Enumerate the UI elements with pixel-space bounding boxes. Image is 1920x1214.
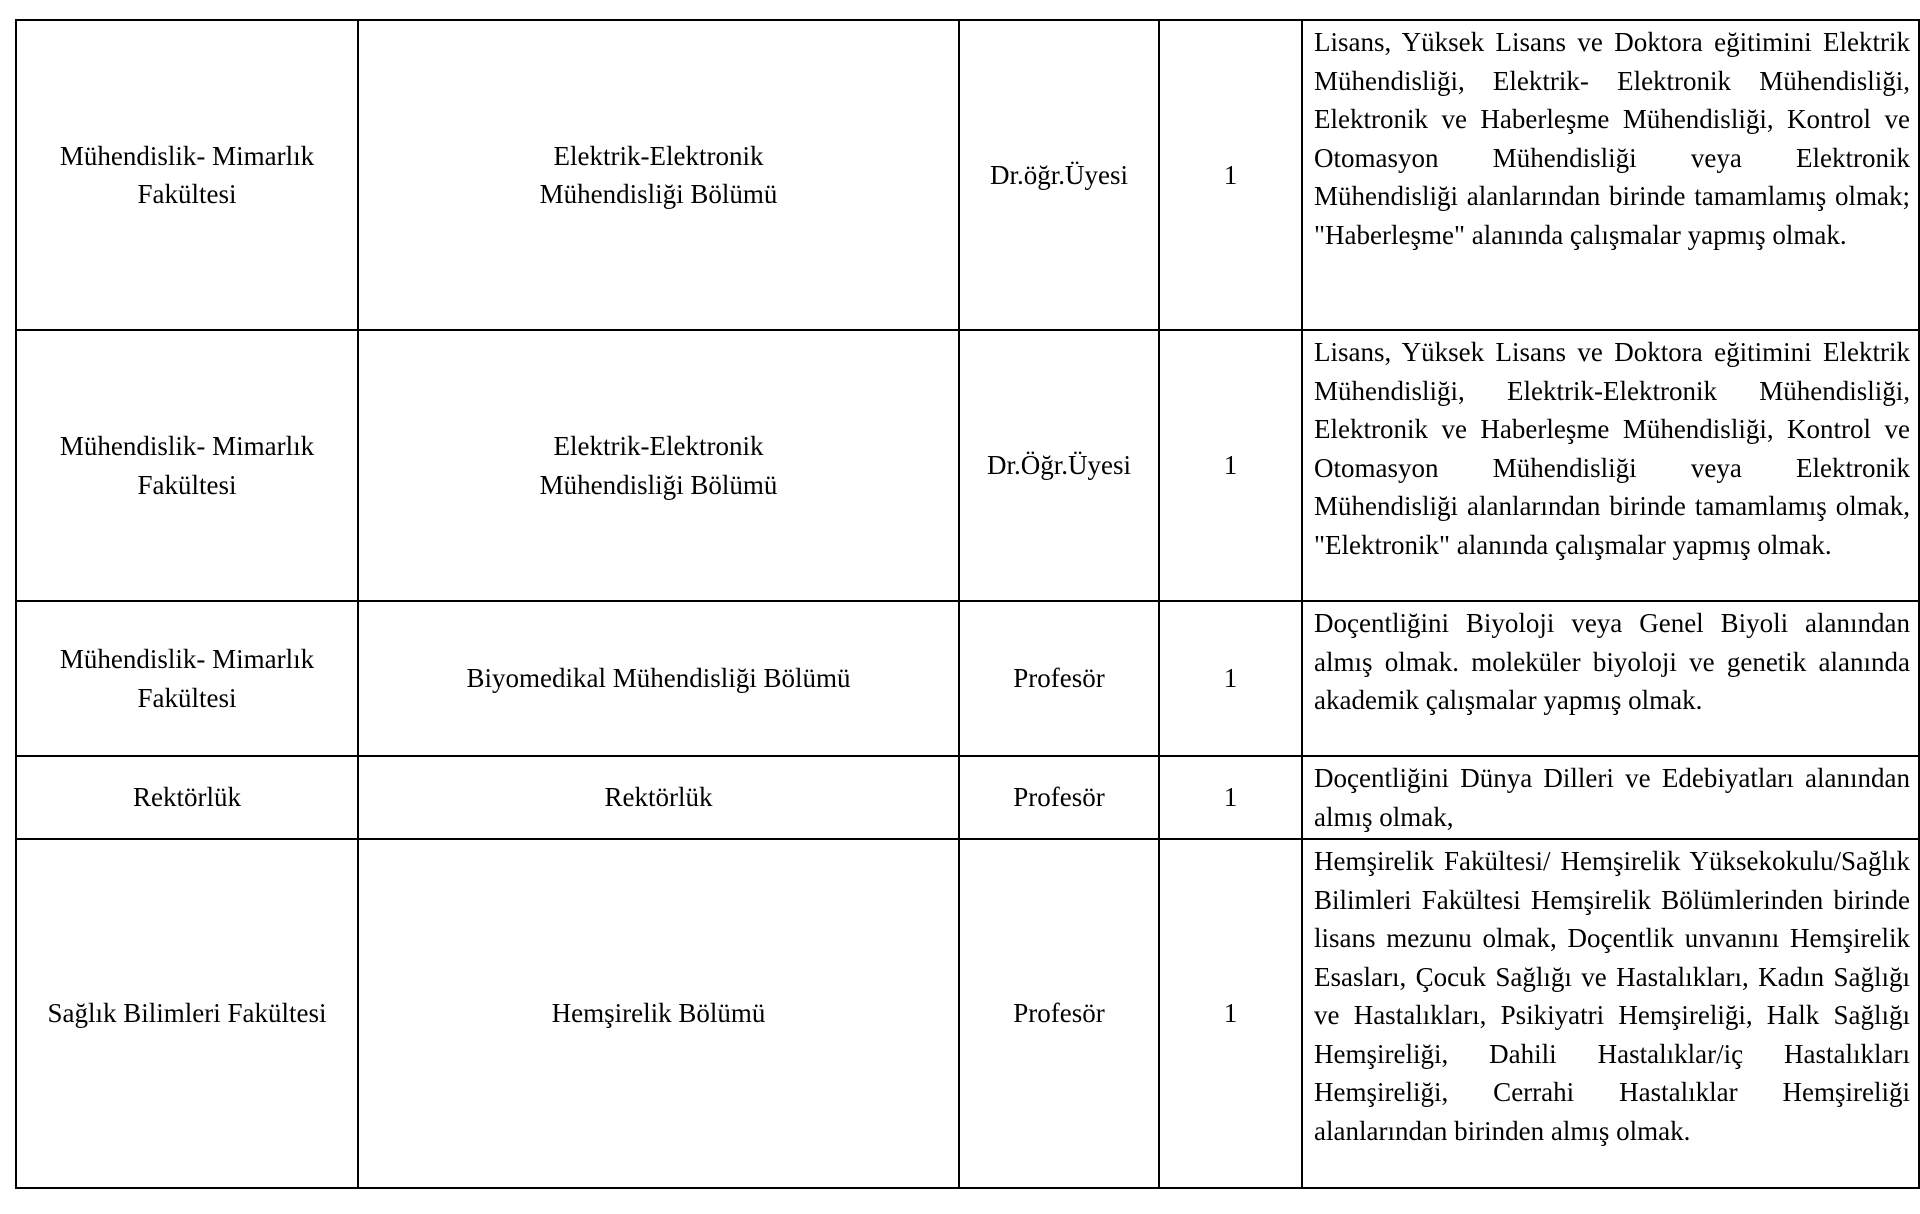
faculty-text: Sağlık Bilimleri Fakültesi xyxy=(47,998,327,1029)
title-text: Profesör xyxy=(1013,782,1105,813)
count-cell xyxy=(1159,601,1302,756)
requirements-cell xyxy=(1302,839,1919,1188)
requirements-cell xyxy=(1302,20,1919,330)
title-cell xyxy=(959,756,1159,839)
department-cell xyxy=(358,601,959,756)
table-row xyxy=(16,839,1919,1188)
count-text: 1 xyxy=(1223,782,1238,813)
table-row xyxy=(16,330,1919,601)
faculty-cell xyxy=(16,756,358,839)
faculty-text: Mühendislik- Mimarlık Fakültesi xyxy=(59,431,315,500)
title-text: Dr.Öğr.Üyesi xyxy=(987,450,1131,481)
table-row xyxy=(16,756,1919,839)
faculty-text: Rektörlük xyxy=(133,782,241,813)
requirements-cell xyxy=(1302,601,1919,756)
faculty-cell xyxy=(16,330,358,601)
count-text: 1 xyxy=(1223,663,1238,694)
count-text: 1 xyxy=(1223,159,1238,190)
title-text: Profesör xyxy=(1013,663,1105,694)
department-cell xyxy=(358,330,959,601)
title-cell xyxy=(959,20,1159,330)
count-cell xyxy=(1159,330,1302,601)
count-text: 1 xyxy=(1223,998,1238,1029)
requirements-cell xyxy=(1302,330,1919,601)
table-row xyxy=(16,20,1919,330)
requirements-cell xyxy=(1302,756,1919,839)
faculty-text: Mühendislik- Mimarlık Fakültesi xyxy=(59,644,315,713)
department-text: Rektörlük xyxy=(604,782,713,813)
count-cell xyxy=(1159,839,1302,1188)
requirements-text: Lisans, Yüksek Lisans ve Doktora eğitimini Elektrik Mühendisliği, Elektrik- Elektronik Mühendisliği, Elektronik ve Haberleşme Mühendisliği, Kontrol ve Otomasyon Mühendisliği veya Elektronik Mühendisliği alanlarından birinde tamamlamış olmak; "Haberleşme" alanında çalışmalar yapmış olmak. xyxy=(1314,27,1910,250)
faculty-cell xyxy=(16,20,358,330)
requirements-text: Lisans, Yüksek Lisans ve Doktora eğitimini Elektrik Mühendisliği, Elektrik-Elektronik Mühendisliği, Elektronik ve Haberleşme Mühendisliği, Kontrol ve Otomasyon Mühendisliği veya Elektronik Mühendisliği alanlarından birinde tamamlamış olmak, "Elektronik" alanında çalışmalar yapmış olmak. xyxy=(1314,337,1910,560)
requirements-text: Doçentliğini Biyoloji veya Genel Biyoli alanından almış olmak. moleküler biyoloji ve genetik alanında akademik çalışmalar yapmış olmak. xyxy=(1314,608,1910,715)
faculty-cell xyxy=(16,601,358,756)
requirements-text: Doçentliğini Dünya Dilleri ve Edebiyatları alanından almış olmak, xyxy=(1314,763,1910,832)
title-cell xyxy=(959,839,1159,1188)
title-cell xyxy=(959,330,1159,601)
title-text: Profesör xyxy=(1013,998,1105,1029)
department-text: Biyomedikal Mühendisliği Bölümü xyxy=(466,663,851,694)
faculty-text: Mühendislik- Mimarlık Fakültesi xyxy=(59,140,315,209)
department-cell xyxy=(358,839,959,1188)
count-text: 1 xyxy=(1223,450,1238,481)
department-text: Hemşirelik Bölümü xyxy=(551,998,766,1029)
positions-table xyxy=(15,19,1920,1189)
requirements-text: Hemşirelik Fakültesi/ Hemşirelik Yüksekokulu/Sağlık Bilimleri Fakültesi Hemşirelik Bölümlerinden birinde lisans mezunu olmak, Doçentlik unvanını Hemşirelik Esasları, Çocuk Sağlığı ve Hastalıkları, Kadın Sağlığı ve Hastalıkları, Psikiyatri Hemşireliği, Halk Sağlığı Hemşireliği, Dahili Hastalıklar/iç Hastalıkları Hemşireliği, Cerrahi Hastalıklar Hemşireliği alanlarından birinden almış olmak. xyxy=(1314,846,1910,1146)
department-text: Elektrik-Elektronik Mühendisliği Bölümü xyxy=(539,431,778,500)
table-row xyxy=(16,601,1919,756)
faculty-cell xyxy=(16,839,358,1188)
department-cell xyxy=(358,20,959,330)
department-cell xyxy=(358,756,959,839)
count-cell xyxy=(1159,756,1302,839)
title-text: Dr.öğr.Üyesi xyxy=(990,159,1128,190)
count-cell xyxy=(1159,20,1302,330)
title-cell xyxy=(959,601,1159,756)
department-text: Elektrik-Elektronik Mühendisliği Bölümü xyxy=(539,140,778,209)
